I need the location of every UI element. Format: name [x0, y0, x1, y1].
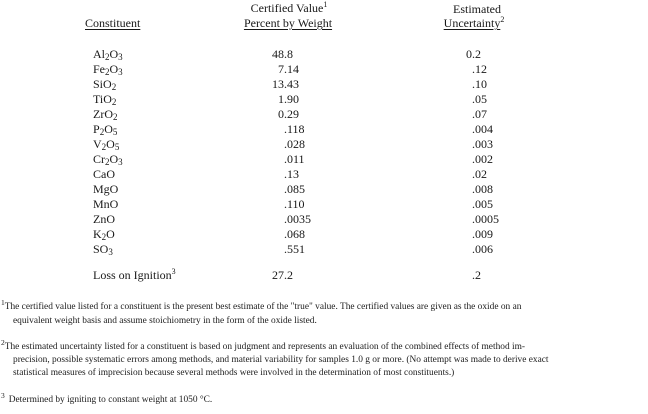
subscript: 2	[99, 127, 105, 137]
certified-value: 0.29	[278, 107, 299, 121]
estimated-uncertainty: .009	[472, 227, 493, 241]
estimated-uncertainty: .12	[472, 62, 487, 76]
certified-value: .011	[284, 152, 305, 166]
column-header-certified-value	[251, 2, 328, 15]
estimated-uncertainty: .002	[472, 152, 493, 166]
certified-value: .13	[284, 167, 299, 181]
estimated-uncertainty: .003	[472, 137, 493, 151]
certified-value: 7.14	[278, 62, 299, 76]
footnote-superscript: 1	[1, 298, 5, 307]
footnote-3-line-1: $^3$ Determined by igniting to constant weight at 1050 °C.	[1, 391, 213, 405]
estimated-uncertainty: 0.2	[466, 47, 481, 61]
footnote-1-line-1: $^1$The certified value listed for a constituent is the present best estimate of the "true" value. The certified values are given as the oxide on an	[1, 298, 522, 312]
constituent-formula: SiO2	[93, 77, 117, 92]
estimated-uncertainty: .008	[472, 182, 493, 196]
footnote-2-line-2: precision, possible systematic errors among methods, and material variability for samples 1.0 g or more. (No attempt was made to derive exact	[13, 355, 549, 365]
certified-value: .028	[284, 137, 305, 151]
estimated-uncertainty: .004	[472, 122, 493, 136]
subscript: 2	[111, 97, 117, 107]
estimated-uncertainty: .10	[472, 77, 487, 91]
certified-value: 13.43	[272, 77, 299, 91]
subscript: 2	[105, 157, 110, 167]
constituent-formula: SO3	[93, 242, 113, 257]
column-header-percent-by-weight: Percent by Weight	[243, 16, 333, 30]
constituent-formula: Al2O3	[93, 47, 123, 62]
estimated-uncertainty: .02	[472, 167, 487, 181]
constituent-formula: MnO	[93, 197, 119, 211]
estimated-uncertainty: .05	[472, 92, 487, 106]
constituent-formula: MgO	[93, 182, 119, 196]
column-header-uncertainty	[444, 17, 505, 30]
subscript: 5	[114, 142, 120, 152]
subscript: 3	[118, 67, 123, 77]
constituent-formula: CaO	[93, 167, 115, 181]
footnote-superscript: 2	[1, 338, 5, 347]
column-header-estimated: Estimated	[453, 2, 501, 16]
constituent-formula: ZrO2	[93, 107, 118, 122]
certified-value: 1.90	[278, 92, 299, 106]
certified-value: .551	[284, 242, 305, 256]
subscript: 2	[101, 232, 107, 242]
constituent-formula: TiO2	[93, 92, 117, 107]
footnote-2	[1, 338, 647, 380]
subscript: 2	[113, 112, 118, 122]
certified-value: .118	[284, 122, 305, 136]
estimated-uncertainty: .0005	[472, 212, 499, 226]
estimated-uncertainty: .2	[472, 268, 481, 282]
certified-value: .0035	[284, 212, 311, 226]
constituent-formula: Fe2O3	[93, 62, 123, 77]
footnote-1-line-2: equivalent weight basis and assume stoichiometry in the form of the oxide listed.	[13, 316, 317, 326]
subscript: 2	[105, 52, 110, 62]
loss-on-ignition-label: Loss on Ignition$^3$	[93, 267, 176, 282]
subscript: 3	[118, 52, 123, 62]
footnote-superscript: 3	[1, 391, 5, 400]
column-header-constituent: Constituent	[85, 16, 141, 30]
certified-value: 27.2	[272, 268, 293, 282]
column-header-uncertainty-text: Uncertainty	[443, 16, 501, 30]
constituent-formula: K2O	[93, 227, 115, 242]
footnote-1-marker: 1	[323, 0, 328, 9]
footnote-3-marker: 3	[171, 267, 176, 276]
subscript: 2	[111, 82, 117, 92]
column-header-certified-value-text: Certified Value	[250, 1, 324, 15]
certified-value: .085	[284, 182, 305, 196]
constituent-formula: P2O5	[93, 122, 118, 137]
estimated-uncertainty: .005	[472, 197, 493, 211]
footnote-2-line-3: statistical measures of imprecision because several methods were involved in the determination of most constituents.)	[13, 368, 455, 378]
estimated-uncertainty: .07	[472, 107, 487, 121]
estimated-uncertainty: .006	[472, 242, 493, 256]
subscript: 3	[108, 247, 113, 257]
subscript: 2	[105, 67, 110, 77]
footnote-2-line-1: $^2$The estimated uncertainty listed for a constituent is based on judgment and represents an evaluation of the combined effects of method im-	[1, 338, 525, 352]
footnote-2-marker: 2	[500, 15, 505, 24]
certified-value: .110	[284, 197, 305, 211]
subscript: 5	[112, 127, 118, 137]
constituent-formula: V2O5	[93, 137, 120, 152]
certified-value: 48.8	[272, 47, 293, 61]
footnote-3	[1, 391, 647, 407]
footnote-1	[1, 300, 647, 328]
constituent-formula: ZnO	[93, 212, 115, 226]
subscript: 3	[118, 157, 123, 167]
subscript: 2	[101, 142, 107, 152]
certified-value: .068	[284, 227, 305, 241]
constituent-formula: Cr2O3	[93, 152, 123, 167]
